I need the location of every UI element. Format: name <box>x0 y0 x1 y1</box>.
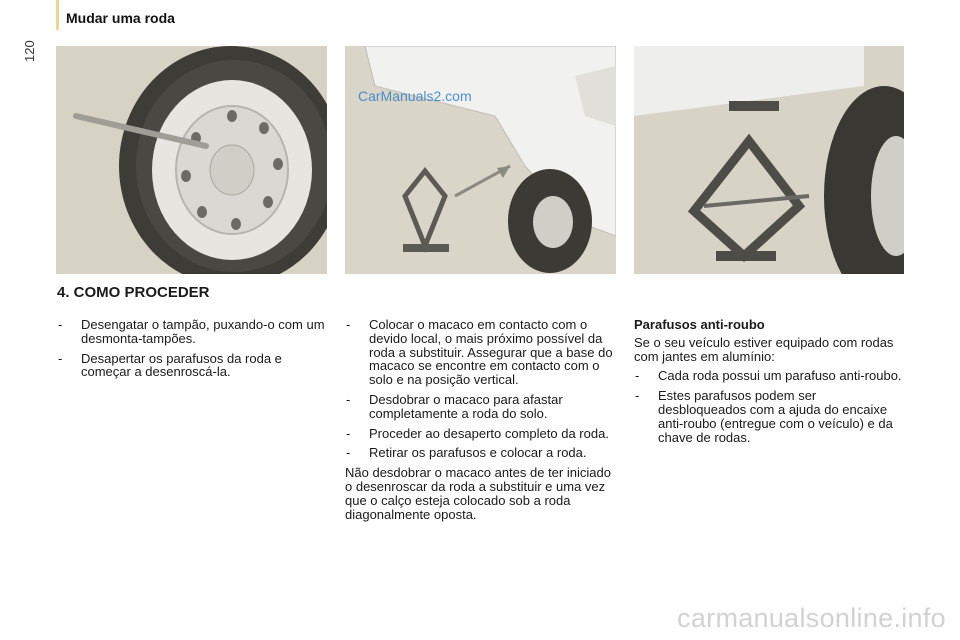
list-item: - Colocar o macaco em contacto com o devido local, o mais próximo possível da roda a substituir. Assegurar que a base do macaco se encontre em contacto com o solo e na posição vertical. <box>345 318 617 387</box>
watermark-carmanualsonline: carmanualsonline.info <box>677 603 946 633</box>
list-item: - Desapertar os parafusos da roda e começar a desenroscá-la. <box>57 352 327 380</box>
anti-theft-intro: Se o seu veículo estiver equipado com rodas com jantes em alumínio: <box>634 334 894 364</box>
column-2 <box>345 318 617 521</box>
watermark-carmanuals2: CarManuals2.com <box>358 88 472 104</box>
header-accent-rule <box>56 0 59 30</box>
anti-theft-heading: Parafusos anti-roubo <box>634 317 765 332</box>
column-1 <box>57 318 327 385</box>
anti-theft-list <box>634 369 906 444</box>
photo-jack-lifting <box>634 46 904 274</box>
page-number: 120 <box>22 40 37 62</box>
photo-car-jack-placement <box>345 46 616 274</box>
steps-list-1 <box>57 318 327 379</box>
column-3 <box>634 318 906 450</box>
list-item: - Desdobrar o macaco para afastar completamente a roda do solo. <box>345 393 617 421</box>
list-item: - Proceder ao desaperto completo da roda. <box>345 427 617 441</box>
photo-wheel-hubcap <box>56 46 327 274</box>
list-item: - Retirar os parafusos e colocar a roda. <box>345 446 617 460</box>
list-item: - Estes parafusos podem ser desbloqueados com a ajuda do encaixe anti-roubo (entregue com o veículo) e da chave de rodas. <box>634 389 906 444</box>
section-title: 4. COMO PROCEDER <box>57 284 210 301</box>
list-item: - Desengatar o tampão, puxando-o com um desmonta-tampões. <box>57 318 327 346</box>
page-title: Mudar uma roda <box>66 10 175 26</box>
list-item: - Cada roda possui um parafuso anti-roubo. <box>634 369 906 383</box>
caution-note: Não desdobrar o macaco antes de ter iniciado o desenroscar da roda a substituir e uma vez que o calço esteja colocado sob a roda diagonalmente oposta. <box>345 465 611 522</box>
steps-list-2 <box>345 318 617 460</box>
